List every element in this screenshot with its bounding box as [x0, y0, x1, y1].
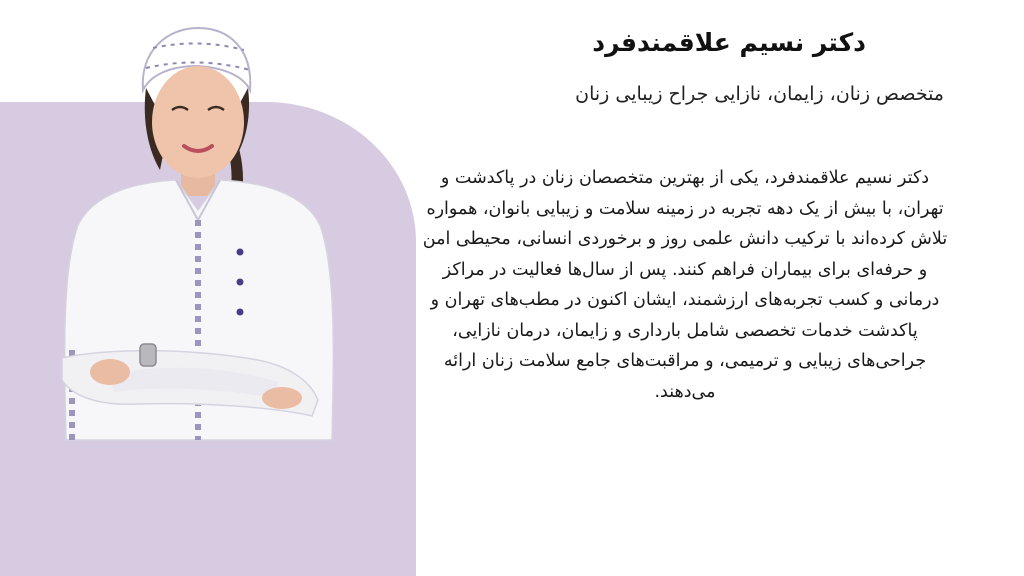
specialty-subtitle: متخصص زنان، زایمان، نازایی جراح زیبایی زنان: [575, 83, 944, 105]
bio-paragraph: دکتر نسیم علاقمندفرد، یکی از بهترین متخصصان زنان در پاکدشت و تهران، با بیش از یک دهه تجربه در زمینه سلامت و زیبایی بانوان، همواره تلاش کرده‌اند با ترکیب دانش علمی روز و برخوردی انسانی، محیطی امن و حرفه‌ای برای بیماران فراهم کنند. پس از سال‌ها فعالیت در مراکز درمانی و کسب تجربه‌های ارزشمند، ایشان اکنون در مطب‌های تهران و پاکدشت خدمات تخصصی شامل بارداری و زایمان، درمان نازایی، جراحی‌های زیبایی و ترمیمی، و مراقبت‌های جامع سلامت زنان ارائه می‌دهند.: [422, 168, 948, 402]
page-title: دکتر نسیم علاقمندفرد: [592, 28, 866, 57]
doctor-portrait: [48, 20, 348, 452]
